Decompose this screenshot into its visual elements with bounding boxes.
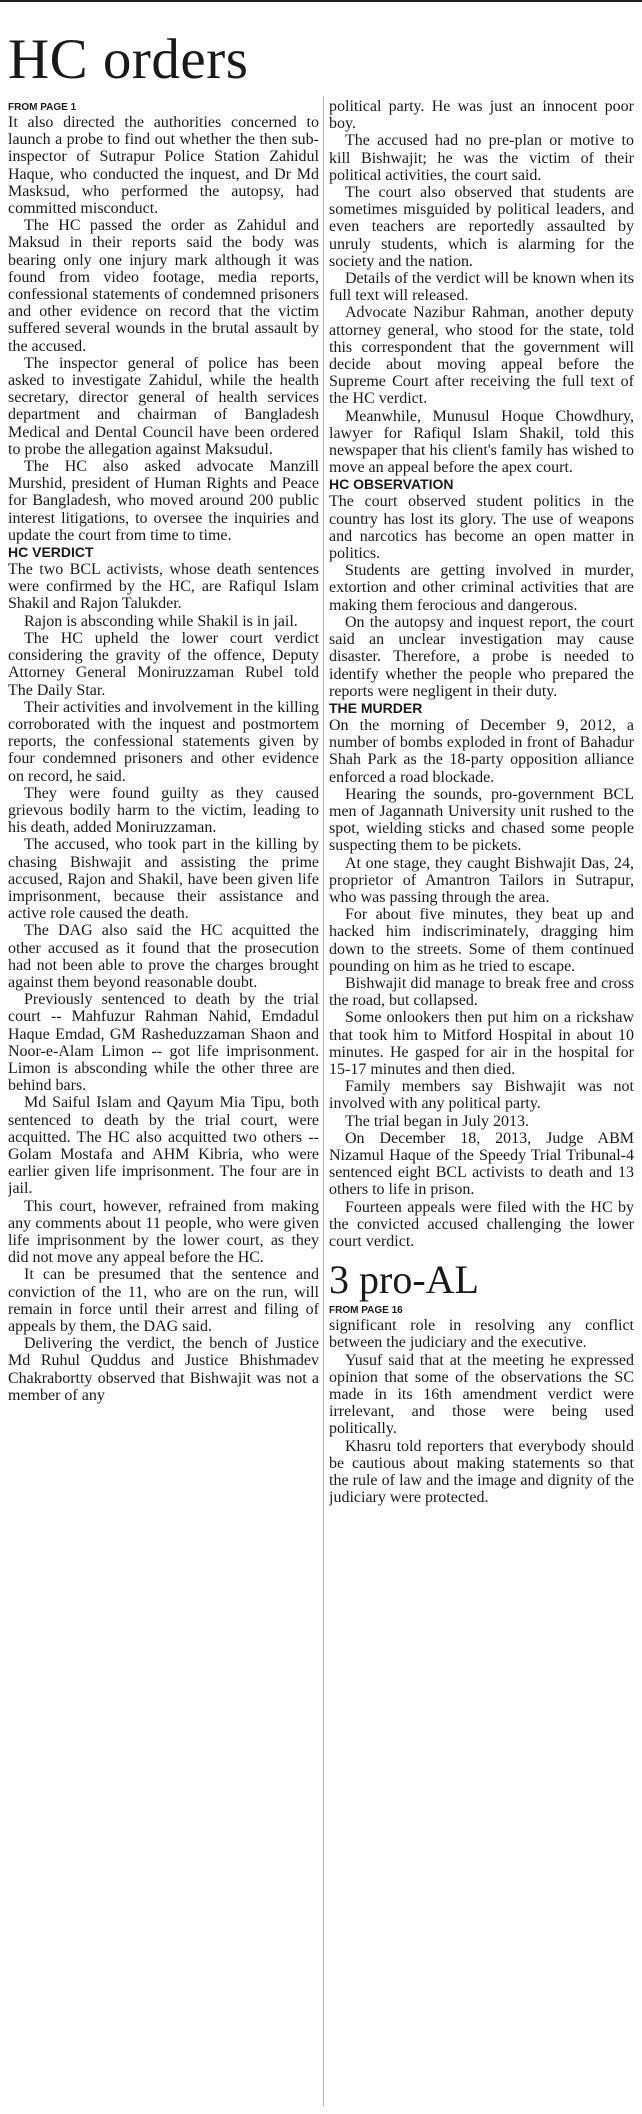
paragraph: Advocate Nazibur Rahman, another deputy attorney general, who stood for the state, told this correspondent that the government will decide about moving appeal before the Supreme Court after receiving the full text of the HC verdict. xyxy=(329,304,634,408)
paragraph: Md Saiful Islam and Qayum Mia Tipu, both sentenced to death by the trial court, were acquitted. The HC also acquitted two others -- Golam Mostafa and AHM Kibria, who were earlier given life imprisonment. The four are in jail. xyxy=(8,1094,319,1198)
paragraph: It also directed the authorities concerned to launch a probe to find out whether the then sub-inspector of Sutrapur Police Station Zahidul Haque, who conducted the inquest, and Dr Md Masksud, who performed the autopsy, had committed misconduct. xyxy=(8,114,319,218)
paragraph: This court, however, refrained from making any comments about 11 people, who were given life imprisonment by the lower court, as they did not move any appeal before the HC. xyxy=(8,1197,319,1267)
left-body xyxy=(8,114,319,544)
paragraph: The accused, who took part in the killing by chasing Bishwajit and assisting the prime accused, Rajon and Shakil, have been given life imprisonment, because their assistance and active role caused the death. xyxy=(8,836,319,923)
paragraph: On the autopsy and inquest report, the court said an unclear investigation may cause disaster. Therefore, a probe is needed to identify whether the people who prepared the reports were negligent in their duty. xyxy=(329,613,634,700)
column-divider xyxy=(323,96,324,2106)
paragraph: The HC passed the order as Zahidul and Maksud in their reports said the body was bearing only one injury mark although it was found from video footage, media reports, confessional statements of condemned prisoners and other evidence on record that the victim suffered several wounds in the brutal assault by the accused. xyxy=(8,217,319,355)
paragraph: At one stage, they caught Bishwajit Das, 24, proprietor of Amantron Tailors in Sutrapur, who was passing through the area. xyxy=(329,854,634,906)
paragraph: The HC upheld the lower court verdict considering the gravity of the offence, Deputy Attorney General Moniruzzaman Rubel told The Daily Star. xyxy=(8,629,319,699)
paragraph: Students are getting involved in murder, extortion and other criminal activities that are making them ferocious and dangerous. xyxy=(329,562,634,614)
paragraph: The accused had no pre-plan or motive to kill Bishwajit; he was the victim of their political activities, the court said. xyxy=(329,132,634,184)
right-column xyxy=(329,0,634,2114)
paragraph: significant role in resolving any conflict between the judiciary and the executive. xyxy=(329,1317,634,1352)
subhead-hc-observation: HC OBSERVATION xyxy=(329,476,454,493)
story-kicker: FROM PAGE 1 xyxy=(8,102,77,113)
paragraph: On the morning of December 9, 2012, a number of bombs exploded in front of Bahadur Shah Park as the 18-party opposition alliance enforced a road blockade. xyxy=(329,716,634,786)
left-column xyxy=(8,0,319,2114)
paragraph: Details of the verdict will be known when its full text will released. xyxy=(329,270,634,305)
paragraph: The court observed student politics in the country has lost its glory. The use of weapons and narcotics has become an open matter in politics. xyxy=(329,493,634,563)
observation-body xyxy=(329,493,634,699)
story-headline: HC orders xyxy=(8,28,249,91)
paragraph: The DAG also said the HC acquitted the other accused as it found that the prosecution had not been able to prove the charges brought against them beyond reasonable doubt. xyxy=(8,922,319,991)
paragraph: The court also observed that students are sometimes misguided by political leaders, and even teachers are reportedly assaulted by unruly students, which is alarming for the society and the nation. xyxy=(329,184,634,270)
paragraph: The HC also asked advocate Manzill Murshid, president of Human Rights and Peace for Bangladesh, who moved around 200 public interest litigations, to oversee the inquiries and update the court from time to time. xyxy=(8,458,319,544)
paragraph: On December 18, 2013, Judge ABM Nizamul Haque of the Speedy Trial Tribunal-4 sentenced eight BCL activists to death and 13 others to life in prison. xyxy=(329,1129,634,1199)
verdict-body xyxy=(8,561,319,1404)
paragraph: political party. He was just an innocent poor boy. xyxy=(329,98,634,133)
paragraph: Their activities and involvement in the killing corroborated with the inquest and postmortem reports, the confessional statements given by four condemned prisoners and other evidence on record, he said. xyxy=(8,698,319,785)
murder-body xyxy=(329,717,634,1250)
paragraph: Bishwajit did manage to break free and cross the road, but collapsed. xyxy=(329,974,634,1010)
subhead-the-murder: THE MURDER xyxy=(329,699,423,716)
paragraph: Delivering the verdict, the bench of Justice Md Ruhul Quddus and Justice Bhishmadev Chakrabortty observed that Bishwajit was not a member of any xyxy=(8,1335,319,1404)
paragraph: Hearing the sounds, pro-government BCL men of Jagannath University unit rushed to the spot, wielding sticks and chased some people suspecting them to be pickets. xyxy=(329,785,634,855)
second-story-body xyxy=(329,1317,634,1506)
paragraph: The inspector general of police has been asked to investigate Zahidul, while the health secretary, director general of health services department and chairman of Bangladesh Medical and Dental Council have been ordered to probe the allegation against Maksudul. xyxy=(8,354,319,458)
paragraph: For about five minutes, they beat up and hacked him indiscriminately, dragging him down to the streets. Some of them continued pounding on him as he tried to escape. xyxy=(329,906,634,975)
paragraph: Family members say Bishwajit was not involved with any political party. xyxy=(329,1078,634,1113)
paragraph: Rajon is absconding while Shakil is in jail. xyxy=(24,612,298,630)
paragraph: The two BCL activists, whose death sentences were confirmed by the HC, are Rafiqul Islam Shakil and Rajon Talukder. xyxy=(8,561,319,613)
paragraph: Some onlookers then put him on a rickshaw that took him to Mitford Hospital in about 10 minutes. He gasped for air in the hospital for 15-17 minutes and then died. xyxy=(329,1009,634,1078)
second-story-headline: 3 pro-AL xyxy=(329,1257,479,1303)
paragraph: Meanwhile, Munusul Hoque Chowdhury, lawyer for Rafiqul Islam Shakil, told this newspaper that his client's family has wished to move an appeal before the apex court. xyxy=(329,407,634,477)
right-body xyxy=(329,98,634,476)
paragraph: They were found guilty as they caused grievous bodily harm to the victim, leading to his death, added Moniruzzaman. xyxy=(8,784,319,837)
paragraph: It can be presumed that the sentence and conviction of the 11, who are on the run, will remain in force until their arrest and filing of appeals by them, the DAG said. xyxy=(8,1266,319,1336)
paragraph: Yusuf said that at the meeting he expressed opinion that some of the observations the SC made in its 16th amendment verdict were irrelevant, and those were being used politically. xyxy=(329,1351,634,1438)
paragraph: Fourteen appeals were filed with the HC by the convicted accused challenging the lower court verdict. xyxy=(329,1198,634,1250)
paragraph: The trial began in July 2013. xyxy=(345,1112,529,1130)
paragraph: Previously sentenced to death by the trial court -- Mahfuzur Rahman Nahid, Emdadul Haque Emdad, GM Rasheduzzaman Shaon and Noor-e-Alam Limon -- got life imprisonment. Limon is absconding while the other three are behind bars. xyxy=(8,991,319,1095)
second-story-kicker: FROM PAGE 16 xyxy=(329,1305,403,1317)
subhead-hc-verdict: HC VERDICT xyxy=(8,544,94,561)
paragraph: Khasru told reporters that everybody should be cautious about making statements so that the rule of law and the image and dignity of the judiciary were protected. xyxy=(329,1437,634,1507)
